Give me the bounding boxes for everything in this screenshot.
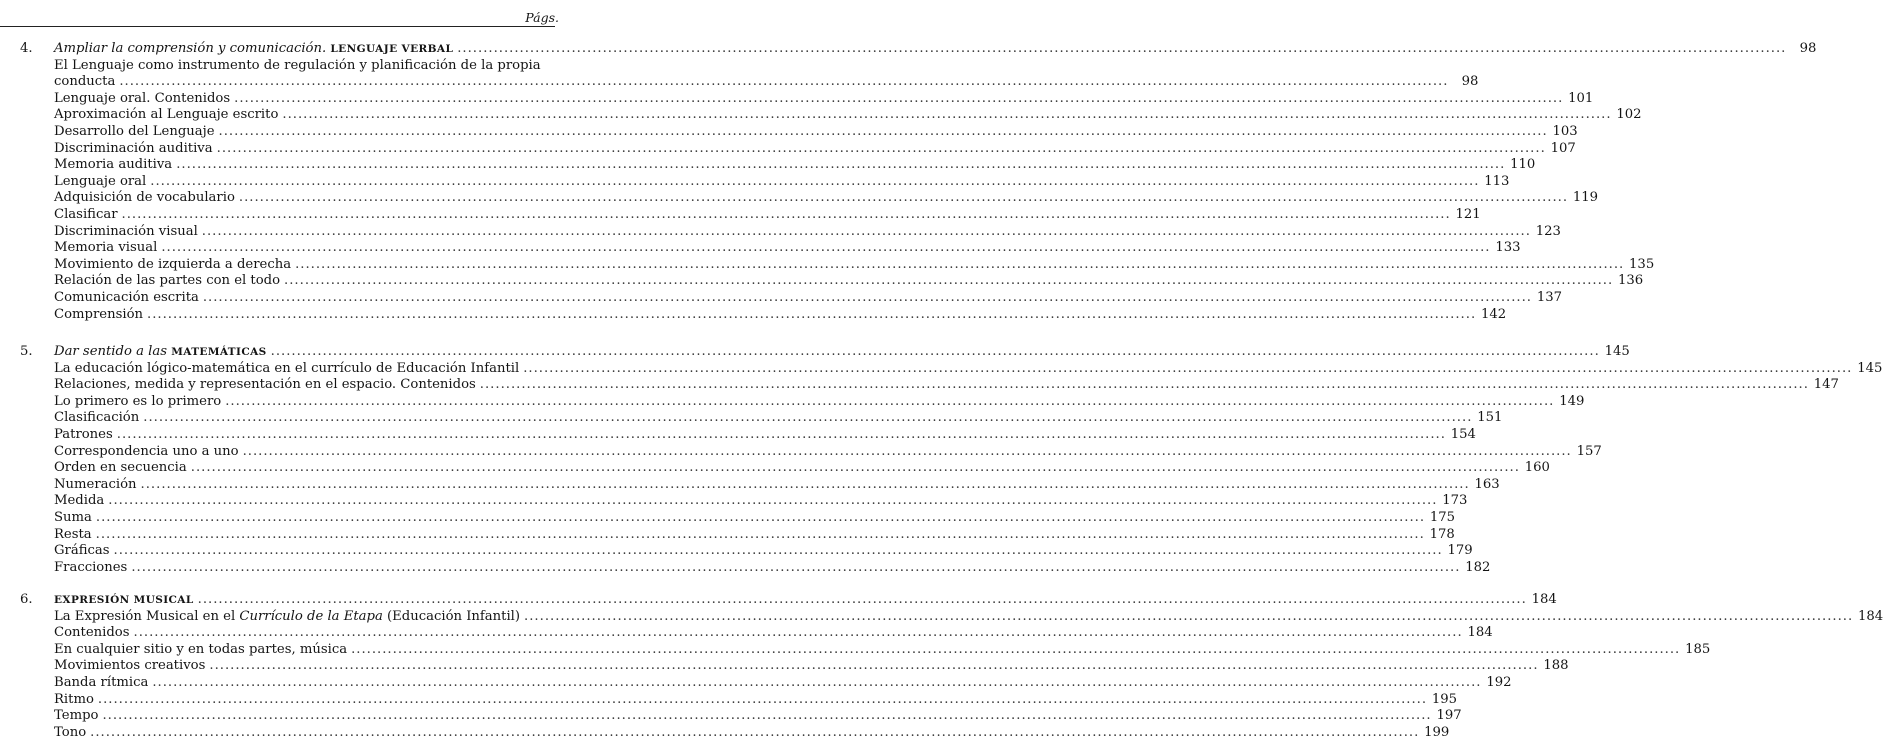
dot-leader — [143, 410, 1472, 426]
entry-title: Lo primero es lo primero — [54, 393, 222, 409]
dot-leader — [108, 493, 1437, 509]
dot-leader — [150, 174, 1479, 190]
chapter-title — [54, 344, 267, 360]
page-number: 137 — [1536, 290, 1562, 305]
chapter-title — [54, 592, 194, 608]
page-number: 107 — [1550, 140, 1576, 156]
toc-entry — [54, 526, 1455, 543]
page-number: 173 — [1442, 493, 1468, 509]
page-number: 113 — [1484, 173, 1510, 189]
entry-title: Tono — [54, 724, 87, 740]
chapter-number: 4. — [20, 41, 33, 56]
page-number: 151 — [1477, 410, 1503, 426]
toc-entry — [54, 443, 1602, 460]
chapter-title-italic: Ampliar la comprensión y comunicación. — [54, 41, 327, 56]
toc-entry — [54, 624, 1493, 641]
page-number: 195 — [1431, 691, 1458, 707]
page-number: 199 — [1424, 724, 1450, 740]
toc-entry — [54, 239, 1521, 256]
page-number: 110 — [1510, 157, 1536, 173]
toc-entry — [54, 360, 1883, 377]
toc-entry — [54, 492, 1468, 509]
page-number: 135 — [1629, 256, 1655, 272]
dot-leader — [202, 224, 1531, 240]
page-number: 98 — [1799, 41, 1817, 56]
chapter-heading — [20, 343, 1630, 360]
entry-title: Patrones — [54, 427, 113, 442]
page-number: 160 — [1524, 460, 1550, 476]
toc-entry — [54, 90, 1594, 107]
page-number: 147 — [1813, 377, 1839, 393]
toc-entry — [54, 123, 1578, 140]
page-number: 184 — [1858, 608, 1883, 624]
dot-leader — [217, 141, 1546, 157]
header-rule — [0, 26, 555, 27]
page-number: 103 — [1552, 124, 1578, 139]
pags-header: Págs. — [525, 10, 559, 25]
page-number: 133 — [1495, 240, 1521, 256]
dot-leader — [119, 74, 1448, 90]
dot-leader — [225, 394, 1554, 410]
page-number: 145 — [1857, 360, 1883, 376]
entry-title: Relación de las partes con el todo — [54, 273, 281, 289]
toc-entry — [54, 223, 1561, 240]
page-number: 98 — [1461, 74, 1479, 90]
dot-leader — [152, 675, 1481, 691]
page-number: 163 — [1474, 476, 1500, 492]
dot-leader — [98, 692, 1427, 708]
dot-leader — [209, 658, 1538, 674]
entry-title: Medida — [54, 493, 105, 509]
dot-leader — [176, 157, 1505, 173]
page-number: 185 — [1685, 641, 1711, 657]
dot-leader — [351, 642, 1680, 658]
toc-entry — [54, 426, 1476, 443]
entry-title: Movimiento de izquierda a derecha — [54, 256, 292, 272]
chapter-heading — [20, 40, 1817, 57]
toc-entry — [54, 306, 1507, 323]
page-number: 142 — [1480, 306, 1507, 322]
page-number: 136 — [1618, 273, 1644, 289]
toc-entry — [54, 409, 1503, 426]
entry-title: Clasificación — [54, 410, 140, 426]
toc-entry — [54, 641, 1711, 658]
dot-leader — [480, 377, 1809, 393]
toc-entry — [54, 542, 1473, 559]
entry-title: Tempo — [54, 708, 99, 724]
dot-leader — [457, 41, 1786, 57]
entry-title: Movimientos creativos — [54, 658, 206, 674]
page-number: 102 — [1616, 107, 1642, 123]
entry-title: El Lenguaje como instrumento de regulación y planificación de la propia — [54, 57, 541, 73]
page-number: 149 — [1559, 393, 1585, 409]
dot-leader — [102, 708, 1431, 724]
dot-leader — [295, 257, 1624, 273]
entry-title: Ritmo — [54, 691, 94, 707]
chapter-number: 6. — [20, 592, 33, 607]
dot-leader — [243, 444, 1572, 460]
toc-entry — [54, 657, 1569, 674]
entry-title: Correspondencia uno a uno — [54, 443, 239, 459]
entry-title: Clasificar — [54, 207, 118, 222]
entry-title: En cualquier sitio y en todas partes, música — [54, 641, 348, 657]
entry-title: Desarrollo del Lenguaje — [54, 124, 215, 139]
page-number: 184 — [1467, 625, 1493, 641]
dot-leader — [284, 273, 1613, 289]
dot-leader — [203, 290, 1532, 306]
toc-entry — [54, 707, 1462, 724]
toc-entry — [54, 156, 1536, 173]
dot-leader — [239, 190, 1568, 206]
dot-leader — [122, 207, 1451, 223]
toc-entry — [54, 106, 1642, 123]
dot-leader — [524, 609, 1853, 625]
toc-entry — [54, 674, 1512, 691]
toc-entry — [54, 476, 1500, 493]
toc-entry — [54, 376, 1839, 393]
dot-leader — [271, 344, 1600, 360]
chapter-title-italic: Dar sentido a las — [54, 344, 167, 359]
dot-leader — [114, 543, 1443, 559]
entry-title: Adquisición de vocabulario — [54, 190, 235, 206]
dot-leader — [117, 427, 1446, 443]
page-number: 197 — [1436, 708, 1462, 724]
entry-title: conducta — [54, 74, 116, 90]
page-number: 121 — [1455, 207, 1481, 222]
dot-leader — [191, 460, 1520, 476]
toc-entry — [54, 206, 1481, 223]
dot-leader — [96, 527, 1425, 543]
toc-entry — [54, 691, 1458, 708]
page-number: 145 — [1604, 344, 1630, 359]
chapter-title-caps: MATEMÁTICAS — [171, 346, 267, 358]
page-number: 175 — [1429, 510, 1456, 525]
entry-title: Comunicación escrita — [54, 290, 199, 305]
entry-title: Orden en secuencia — [54, 460, 187, 476]
page-number: 192 — [1486, 675, 1512, 690]
chapter-title — [54, 41, 453, 57]
page-number: 188 — [1543, 658, 1569, 674]
entry-title-italic: Currículo de la Etapa — [239, 608, 383, 624]
dot-leader — [161, 240, 1490, 256]
chapter-title-caps: LENGUAJE VERBAL — [330, 43, 454, 55]
toc-entry — [54, 608, 1883, 625]
page-number: 178 — [1429, 526, 1455, 542]
dot-leader — [147, 307, 1476, 323]
entry-title: Contenidos — [54, 625, 130, 641]
dot-leader — [131, 560, 1460, 576]
dot-leader — [90, 725, 1419, 741]
entry-title: Discriminación auditiva — [54, 140, 213, 156]
entry-title: Lenguaje oral — [54, 173, 147, 189]
chapter-title-caps: EXPRESIÓN MUSICAL — [54, 594, 194, 606]
dot-leader — [523, 361, 1852, 377]
page-number: 123 — [1535, 223, 1561, 239]
toc-entry — [54, 189, 1599, 206]
page-number: 182 — [1465, 559, 1491, 575]
dot-leader — [282, 107, 1611, 123]
toc-entry — [54, 272, 1644, 289]
toc-entry — [54, 724, 1450, 741]
dot-leader — [96, 510, 1425, 526]
dot-leader — [134, 625, 1463, 641]
entry-title: Memoria auditiva — [54, 157, 173, 173]
entry-title: Relaciones, medida y representación en el espacio. Contenidos — [54, 377, 476, 393]
toc-entry — [54, 509, 1456, 526]
entry-title: Suma — [54, 510, 92, 525]
toc-entry — [54, 459, 1550, 476]
page-number: 157 — [1576, 443, 1602, 459]
entry-title: Memoria visual — [54, 240, 158, 256]
toc-entry — [54, 73, 1479, 90]
page-number: 184 — [1531, 592, 1557, 607]
page-number: 119 — [1572, 190, 1599, 206]
entry-title: La educación lógico-matemática en el currículo de Educación Infantil — [54, 360, 520, 376]
page-number: 154 — [1450, 427, 1476, 442]
entry-title: Gráficas — [54, 543, 110, 559]
entry-title: Fracciones — [54, 559, 128, 575]
toc-entry — [54, 289, 1562, 306]
toc-entry — [54, 393, 1585, 410]
entry-title: Discriminación visual — [54, 223, 198, 239]
toc-entry — [54, 559, 1491, 576]
toc-entry — [54, 173, 1510, 190]
toc-entry — [54, 256, 1655, 273]
dot-leader — [234, 91, 1563, 107]
dot-leader — [141, 477, 1470, 493]
entry-title: La Expresión Musical en el Currículo de la Etapa (Educación Infantil) — [54, 608, 521, 624]
entry-title: Banda rítmica — [54, 675, 149, 690]
page-number: 101 — [1568, 90, 1594, 106]
entry-title: Resta — [54, 526, 92, 542]
entry-title: Lenguaje oral. Contenidos — [54, 90, 231, 106]
entry-title: Numeración — [54, 476, 137, 492]
chapter-number: 5. — [20, 344, 33, 359]
toc-entry — [54, 140, 1576, 157]
dot-leader — [198, 592, 1527, 608]
chapter-heading — [20, 591, 1557, 608]
entry-title: Aproximación al Lenguaje escrito — [54, 107, 279, 123]
toc-entry — [54, 57, 567, 74]
dot-leader — [219, 124, 1548, 140]
entry-title: Comprensión — [54, 306, 143, 322]
page-number: 179 — [1447, 543, 1473, 559]
